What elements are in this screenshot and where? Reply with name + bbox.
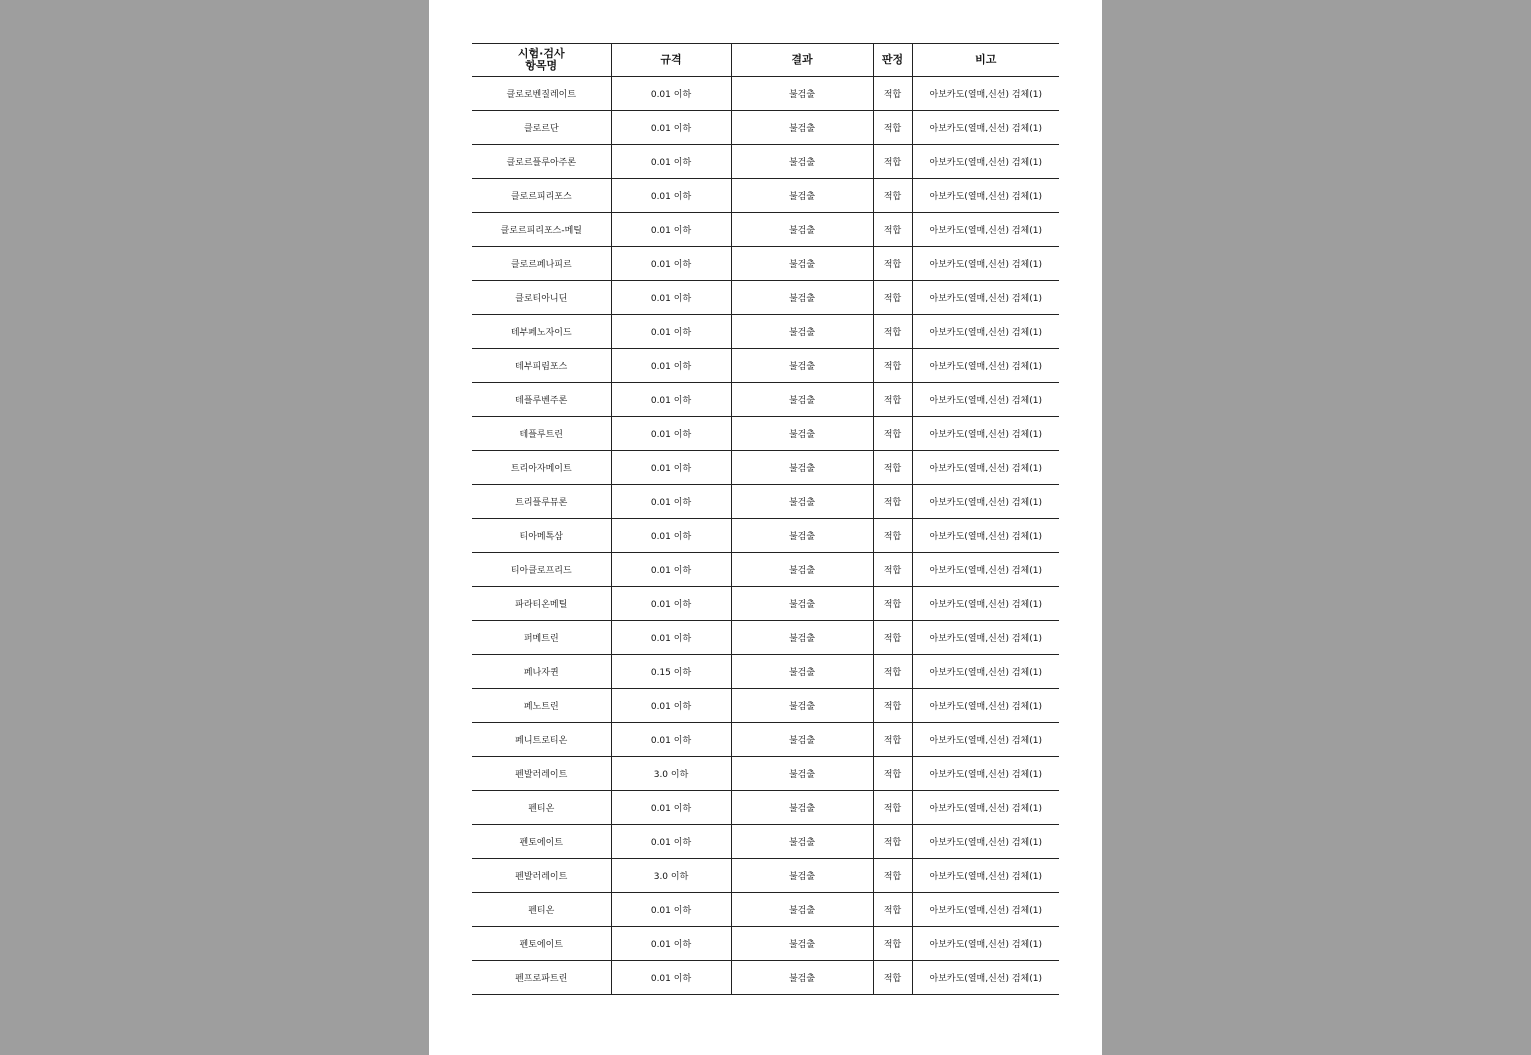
spec-cell: 0.01 이하 [611,927,731,961]
header-item-name-line2: 항목명 [525,59,558,72]
result-cell: 불검출 [731,213,873,247]
result-cell: 불검출 [731,927,873,961]
table-row [472,315,1059,349]
spec-cell: 0.01 이하 [611,893,731,927]
verdict-cell: 적합 [873,383,912,417]
item-name-cell: 트리플루뮤론 [472,485,611,519]
verdict-cell: 적합 [873,213,912,247]
remark-cell: 아보카도(열매,신선) 검체(1) [912,825,1059,859]
item-name-cell: 퍼메트린 [472,621,611,655]
remark-cell: 아보카도(열매,신선) 검체(1) [912,145,1059,179]
spec-cell: 0.01 이하 [611,315,731,349]
table-row [472,213,1059,247]
test-results-table [472,43,1059,995]
header-item-name-line1: 시험·검사 [517,47,565,60]
table-row [472,859,1059,893]
table-row [472,621,1059,655]
table-row [472,451,1059,485]
remark-cell: 아보카도(열매,신선) 검체(1) [912,281,1059,315]
table-row [472,77,1059,111]
result-cell: 불검출 [731,655,873,689]
remark-cell: 아보카도(열매,신선) 검체(1) [912,621,1059,655]
verdict-cell: 적합 [873,757,912,791]
spec-cell: 0.15 이하 [611,655,731,689]
remark-cell: 아보카도(열매,신선) 검체(1) [912,349,1059,383]
table-row [472,587,1059,621]
remark-cell: 아보카도(열매,신선) 검체(1) [912,111,1059,145]
verdict-cell: 적합 [873,247,912,281]
result-cell: 불검출 [731,417,873,451]
header-verdict: 판정 [873,44,912,77]
table-row [472,383,1059,417]
spec-cell: 3.0 이하 [611,757,731,791]
remark-cell: 아보카도(열매,신선) 검체(1) [912,553,1059,587]
item-name-cell: 테부피림포스 [472,349,611,383]
result-cell: 불검출 [731,757,873,791]
item-name-cell: 클로로벤질레이트 [472,77,611,111]
remark-cell: 아보카도(열매,신선) 검체(1) [912,451,1059,485]
verdict-cell: 적합 [873,111,912,145]
header-spec: 규격 [611,44,731,77]
result-cell: 불검출 [731,859,873,893]
verdict-cell: 적합 [873,723,912,757]
spec-cell: 0.01 이하 [611,553,731,587]
result-cell: 불검출 [731,553,873,587]
verdict-cell: 적합 [873,485,912,519]
item-name-cell: 펜발러레이트 [472,757,611,791]
remark-cell: 아보카도(열매,신선) 검체(1) [912,77,1059,111]
spec-cell: 0.01 이하 [611,451,731,485]
table-row [472,417,1059,451]
verdict-cell: 적합 [873,689,912,723]
table-row [472,247,1059,281]
result-cell: 불검출 [731,77,873,111]
remark-cell: 아보카도(열매,신선) 검체(1) [912,213,1059,247]
item-name-cell: 클로르피리포스-메틸 [472,213,611,247]
table-header-row [472,44,1059,77]
remark-cell: 아보카도(열매,신선) 검체(1) [912,417,1059,451]
item-name-cell: 페나자퀸 [472,655,611,689]
remark-cell: 아보카도(열매,신선) 검체(1) [912,655,1059,689]
result-cell: 불검출 [731,485,873,519]
result-cell: 불검출 [731,587,873,621]
item-name-cell: 펜티온 [472,791,611,825]
verdict-cell: 적합 [873,553,912,587]
table-row [472,519,1059,553]
remark-cell: 아보카도(열매,신선) 검체(1) [912,689,1059,723]
verdict-cell: 적합 [873,927,912,961]
verdict-cell: 적합 [873,179,912,213]
verdict-cell: 적합 [873,587,912,621]
spec-cell: 0.01 이하 [611,723,731,757]
item-name-cell: 티아메톡삼 [472,519,611,553]
verdict-cell: 적합 [873,621,912,655]
verdict-cell: 적합 [873,145,912,179]
verdict-cell: 적합 [873,791,912,825]
result-cell: 불검출 [731,689,873,723]
item-name-cell: 클로르단 [472,111,611,145]
result-cell: 불검출 [731,247,873,281]
spec-cell: 0.01 이하 [611,349,731,383]
spec-cell: 0.01 이하 [611,689,731,723]
remark-cell: 아보카도(열매,신선) 검체(1) [912,315,1059,349]
remark-cell: 아보카도(열매,신선) 검체(1) [912,859,1059,893]
item-name-cell: 클로르플루아주론 [472,145,611,179]
spec-cell: 0.01 이하 [611,145,731,179]
verdict-cell: 적합 [873,655,912,689]
table-row [472,927,1059,961]
result-cell: 불검출 [731,791,873,825]
spec-cell: 0.01 이하 [611,621,731,655]
item-name-cell: 펜티온 [472,893,611,927]
verdict-cell: 적합 [873,77,912,111]
verdict-cell: 적합 [873,859,912,893]
header-remark: 비고 [912,44,1059,77]
remark-cell: 아보카도(열매,신선) 검체(1) [912,485,1059,519]
verdict-cell: 적합 [873,825,912,859]
table-row [472,111,1059,145]
table-body [472,77,1059,995]
result-cell: 불검출 [731,621,873,655]
table-row [472,281,1059,315]
item-name-cell: 펜토에이트 [472,825,611,859]
table-row [472,961,1059,995]
spec-cell: 0.01 이하 [611,179,731,213]
spec-cell: 0.01 이하 [611,417,731,451]
result-cell: 불검출 [731,451,873,485]
item-name-cell: 테플루트린 [472,417,611,451]
spec-cell: 0.01 이하 [611,77,731,111]
spec-cell: 0.01 이하 [611,519,731,553]
result-cell: 불검출 [731,825,873,859]
spec-cell: 0.01 이하 [611,111,731,145]
verdict-cell: 적합 [873,961,912,995]
remark-cell: 아보카도(열매,신선) 검체(1) [912,791,1059,825]
item-name-cell: 티아클로프리드 [472,553,611,587]
remark-cell: 아보카도(열매,신선) 검체(1) [912,757,1059,791]
result-cell: 불검출 [731,315,873,349]
item-name-cell: 클로르피리포스 [472,179,611,213]
item-name-cell: 파라티온메틸 [472,587,611,621]
verdict-cell: 적합 [873,451,912,485]
remark-cell: 아보카도(열매,신선) 검체(1) [912,519,1059,553]
spec-cell: 3.0 이하 [611,859,731,893]
remark-cell: 아보카도(열매,신선) 검체(1) [912,893,1059,927]
result-cell: 불검출 [731,179,873,213]
spec-cell: 0.01 이하 [611,825,731,859]
item-name-cell: 페노트린 [472,689,611,723]
remark-cell: 아보카도(열매,신선) 검체(1) [912,587,1059,621]
spec-cell: 0.01 이하 [611,485,731,519]
table-row [472,349,1059,383]
result-cell: 불검출 [731,111,873,145]
spec-cell: 0.01 이하 [611,383,731,417]
item-name-cell: 펜프로파트린 [472,961,611,995]
remark-cell: 아보카도(열매,신선) 검체(1) [912,247,1059,281]
verdict-cell: 적합 [873,417,912,451]
remark-cell: 아보카도(열매,신선) 검체(1) [912,961,1059,995]
item-name-cell: 테플루벤주론 [472,383,611,417]
table-row [472,893,1059,927]
item-name-cell: 클로르페나피르 [472,247,611,281]
result-cell: 불검출 [731,281,873,315]
table-row [472,485,1059,519]
table-row [472,553,1059,587]
remark-cell: 아보카도(열매,신선) 검체(1) [912,383,1059,417]
item-name-cell: 페니트로티온 [472,723,611,757]
verdict-cell: 적합 [873,281,912,315]
verdict-cell: 적합 [873,349,912,383]
table-row [472,723,1059,757]
table-row [472,145,1059,179]
result-cell: 불검출 [731,961,873,995]
spec-cell: 0.01 이하 [611,247,731,281]
verdict-cell: 적합 [873,315,912,349]
item-name-cell: 트리아자메이트 [472,451,611,485]
result-cell: 불검출 [731,383,873,417]
item-name-cell: 펜발러레이트 [472,859,611,893]
remark-cell: 아보카도(열매,신선) 검체(1) [912,179,1059,213]
result-cell: 불검출 [731,145,873,179]
spec-cell: 0.01 이하 [611,587,731,621]
result-cell: 불검출 [731,349,873,383]
table-row [472,179,1059,213]
table-row [472,689,1059,723]
item-name-cell: 펜토에이트 [472,927,611,961]
header-item-name [472,44,611,77]
table-row [472,655,1059,689]
verdict-cell: 적합 [873,893,912,927]
spec-cell: 0.01 이하 [611,791,731,825]
table-row [472,791,1059,825]
result-cell: 불검출 [731,893,873,927]
table-row [472,757,1059,791]
verdict-cell: 적합 [873,519,912,553]
item-name-cell: 클로티아니딘 [472,281,611,315]
result-cell: 불검출 [731,519,873,553]
item-name-cell: 테부페노자이드 [472,315,611,349]
remark-cell: 아보카도(열매,신선) 검체(1) [912,723,1059,757]
document-page [429,0,1102,1055]
header-result: 결과 [731,44,873,77]
result-cell: 불검출 [731,723,873,757]
spec-cell: 0.01 이하 [611,213,731,247]
table-row [472,825,1059,859]
remark-cell: 아보카도(열매,신선) 검체(1) [912,927,1059,961]
spec-cell: 0.01 이하 [611,961,731,995]
spec-cell: 0.01 이하 [611,281,731,315]
